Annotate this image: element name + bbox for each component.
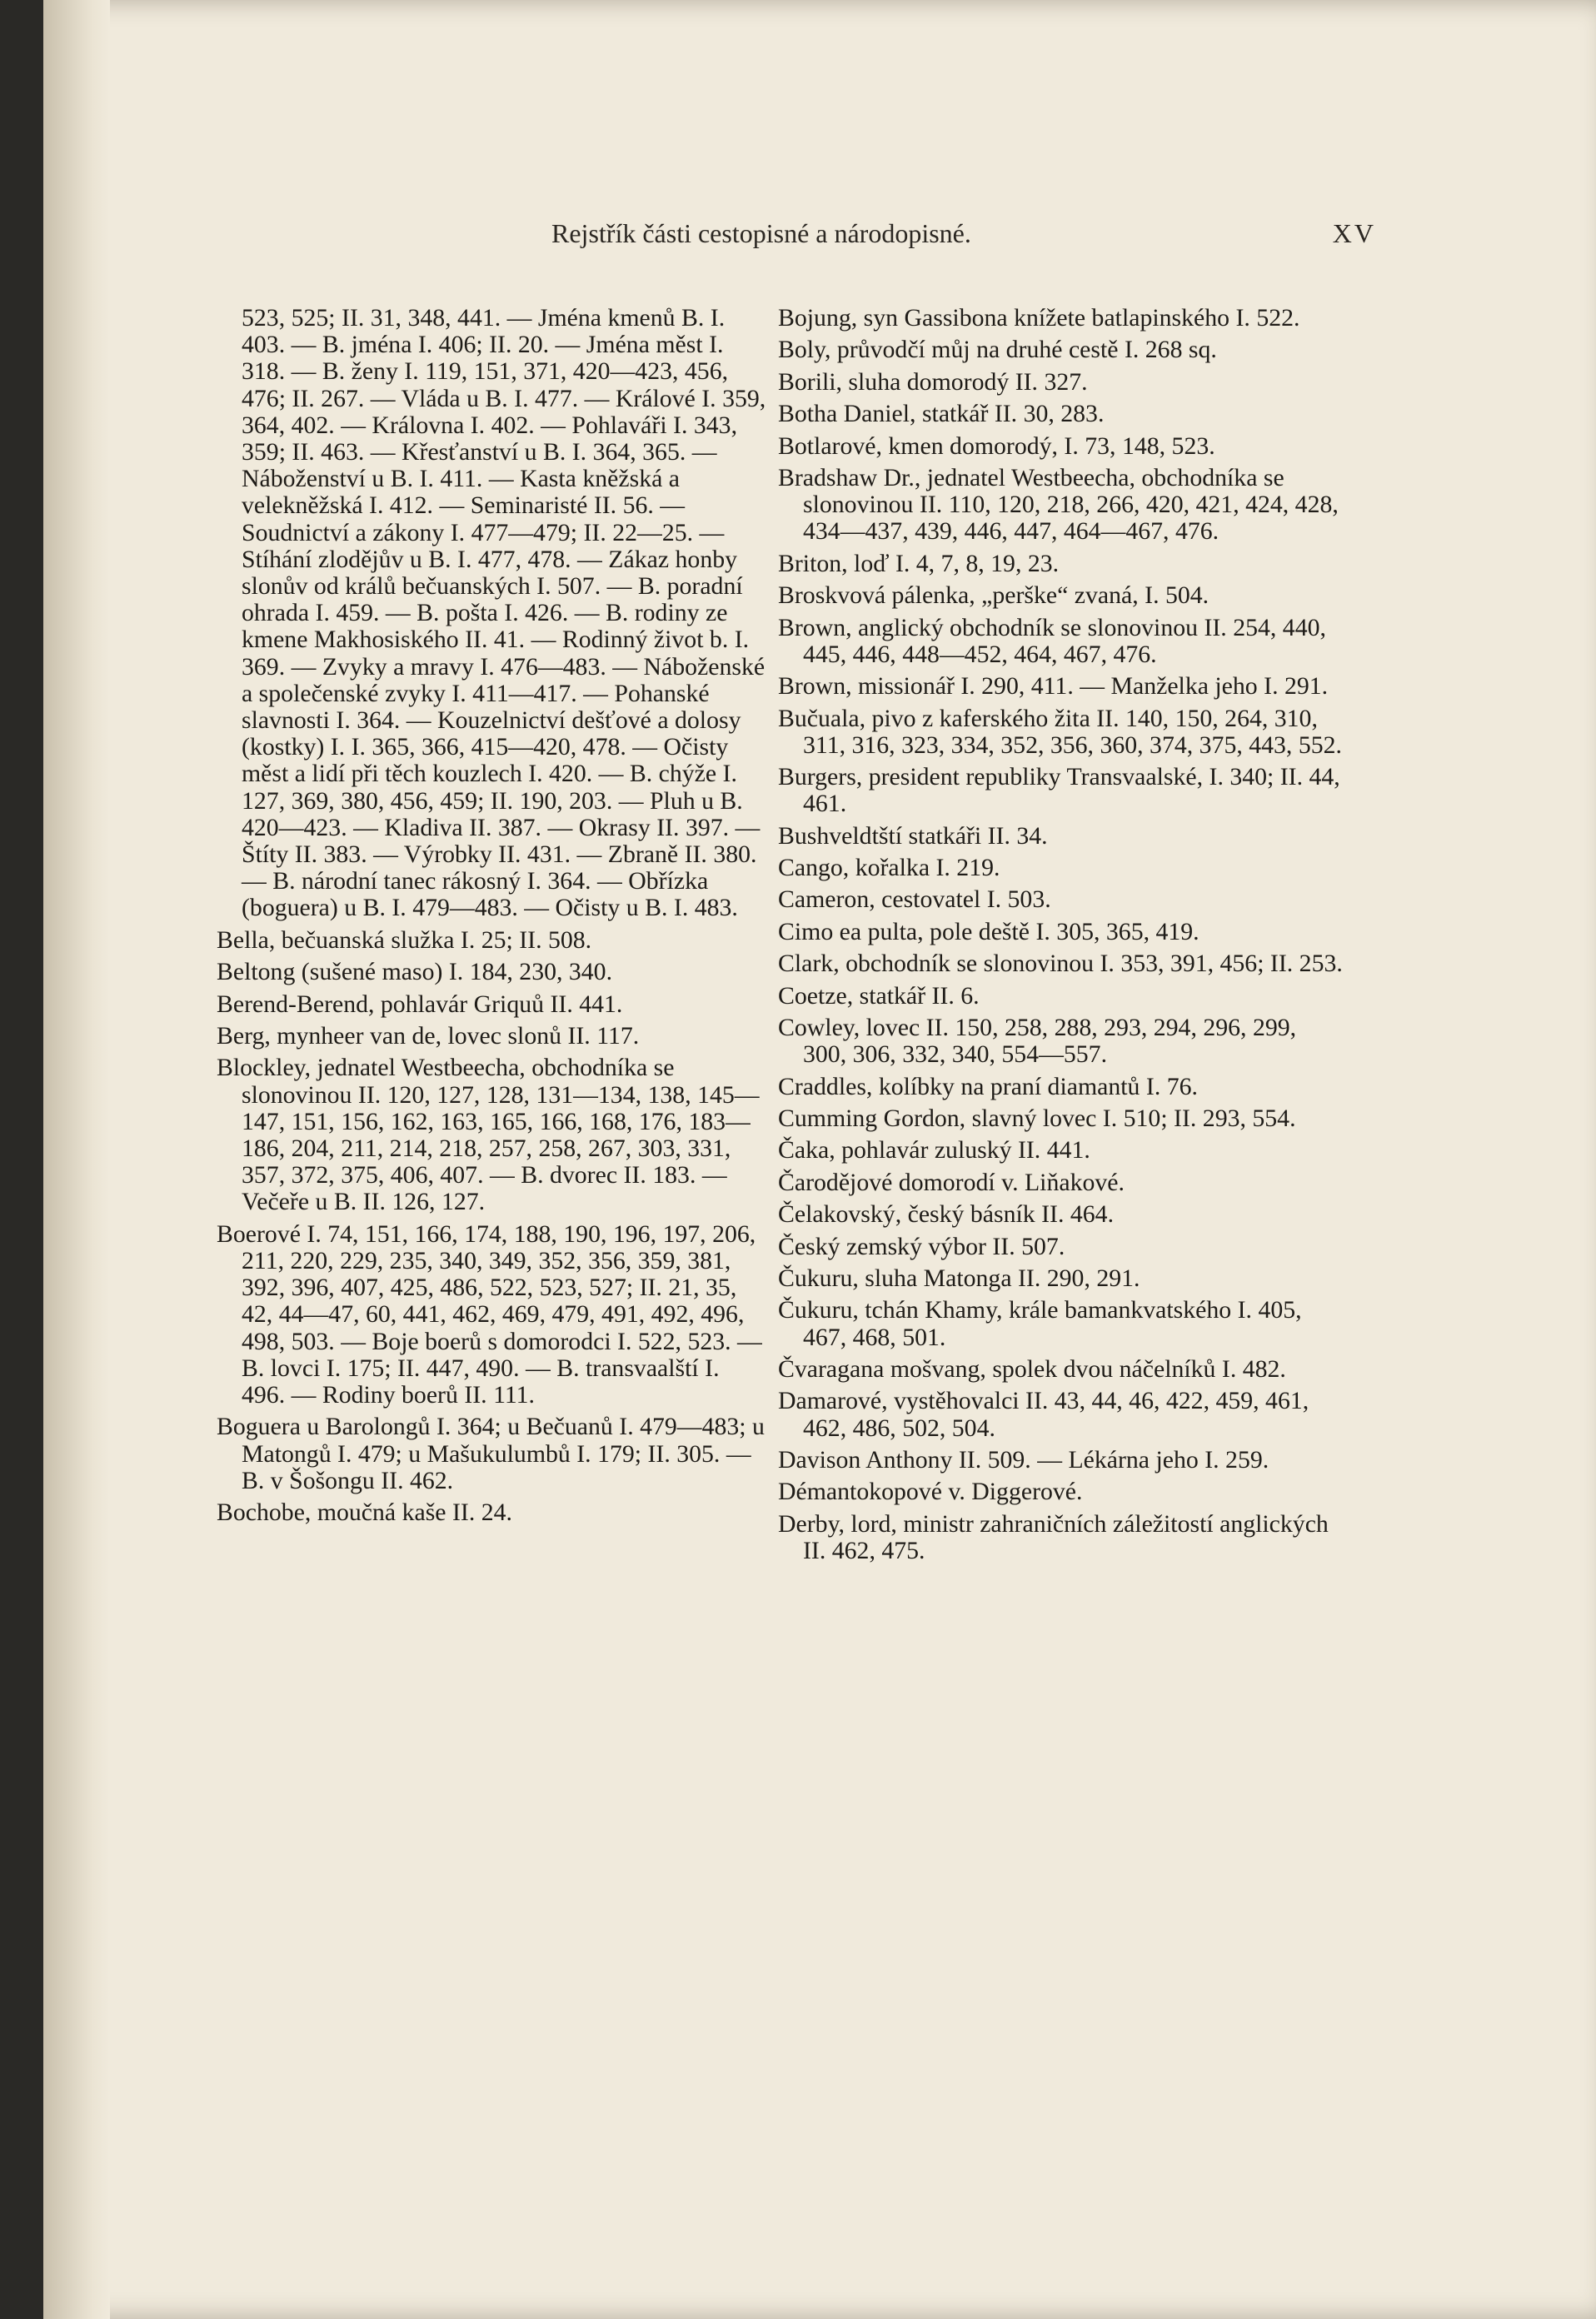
index-entry: Čukuru, tchán Khamy, krále bamankvatského I. 405, 467, 468, 501. <box>778 1296 1302 1351</box>
index-entry: Bella, bečuanská služka I. 25; II. 508. <box>217 925 592 954</box>
index-entry: Čarodějové domorodí v. Liňakové. <box>778 1168 1125 1196</box>
index-entry: Český zemský výbor II. 507. <box>778 1232 1065 1260</box>
index-entry: Botlarové, kmen domorodý, I. 73, 148, 523. <box>778 431 1215 460</box>
page-number: XV <box>1332 218 1376 248</box>
index-entry: Boerové I. 74, 151, 166, 174, 188, 190, 196, 197, 206, 211, 220, 229, 235, 340, 349, 352, 356, 359, 381, 392, 396, 407, 425, 486, 522, 523, 527; II. 21, 35, 42, 44—47, 60, 441, 462, 469, 479, 491, 492, 496, 498, 503. — Boje boerů s domorodci I. 522, 523. — B. lovci I. 175; II. 447, 490. — B. transvaalští I. 496. — Rodiny boerů II. 111. <box>217 1219 762 1409</box>
index-entry: Boly, průvodčí můj na druhé cestě I. 268 sq. <box>778 336 1217 364</box>
index-entry: Bučuala, pivo z kaferského žita II. 140, 150, 264, 310, 311, 316, 323, 334, 352, 356, 360, 374, 375, 443, 552. <box>778 704 1342 759</box>
index-entry: Bojung, syn Gassibona knížete batlapinského I. 522. <box>778 304 1300 332</box>
index-entry: Čelakovský, český básník II. 464. <box>778 1200 1115 1229</box>
index-entry: Blockley, jednatel Westbeecha, obchodníka se slonovinou II. 120, 127, 128, 131—134, 138, 145—147, 151, 156, 162, 163, 165, 166, 168, 176, 183—186, 204, 211, 214, 218, 257, 258, 267, 303, 331, 357, 372, 375, 406, 407. — B. dvorec II. 183. — Večeře u B. II. 126, 127. <box>217 1054 760 1216</box>
index-entry: Davison Anthony II. 509. — Lékárna jeho I. 259. <box>778 1445 1269 1474</box>
index-entry: Cameron, cestovatel I. 503. <box>778 885 1051 914</box>
index-entry: Coetze, statkář II. 6. <box>778 981 980 1010</box>
index-entry: Cumming Gordon, slavný lovec I. 510; II. 293, 554. <box>778 1105 1296 1133</box>
index-entry: Botha Daniel, statkář II. 30, 283. <box>778 400 1105 428</box>
page-header <box>510 218 1376 255</box>
index-entry: Démantokopové v. Diggerové. <box>778 1478 1083 1506</box>
running-title: Rejstřík části cestopisné a národopisné. <box>551 218 971 248</box>
index-column-right <box>778 305 1344 1569</box>
index-entry: Beltong (sušené maso) I. 184, 230, 340. <box>217 958 613 986</box>
index-entry: Borili, sluha domorodý II. 327. <box>778 367 1088 396</box>
index-entry: Berend-Berend, pohlavár Griquů II. 441. <box>217 990 623 1018</box>
index-entry: Boguera u Barolongů I. 364; u Bečuanů I. 479—483; u Matongů I. 479; u Mašukulumbů I. 179; II. 305. — B. v Šošongu II. 462. <box>217 1413 765 1494</box>
index-entry: Brown, anglický obchodník se slonovinou II. 254, 440, 445, 446, 448—452, 464, 467, 476. <box>778 613 1326 668</box>
index-entry: Čaka, pohlavár zuluský II. 441. <box>778 1136 1090 1164</box>
index-entry: Damarové, vystěhovalci II. 43, 44, 46, 422, 459, 461, 462, 486, 502, 504. <box>778 1387 1309 1442</box>
index-entry: Brown, missionář I. 290, 411. — Manželka jeho I. 291. <box>778 672 1329 701</box>
index-entry: 523, 525; II. 31, 348, 441. — Jména kmenů B. I. 403. — B. jména I. 406; II. 20. — Jména měst I. 318. — B. ženy I. 119, 151, 371, 420—423, 456, 476; II. 267. — Vláda u B. I. 477. — Králové I. 359, 364, 402. — Královna I. 402. — Pohlaváři I. 343, 359; II. 463. — Křesťanství u B. I. 364, 365. — Náboženství u B. I. 411. — Kasta kněžská a velekněžská I. 412. — Seminaristé II. 56. — Soudnictví a zákony I. 477—479; II. 22—25. — Stíhání zlodějův u B. I. 477, 478. — Zákaz honby slonův od králů bečuanských I. 507. — B. poradní ohrada I. 459. — B. pošta I. 426. — B. rodiny ze kmene Makhosiského II. 41. — Rodinný život b. I. 369. — Zvyky a mravy I. 476—483. — Náboženské a společenské zvyky I. 411—417. — Pohanské slavnosti I. 364. — Kouzelnictví dešťové a dolosy (kostky) I. I. 365, 366, 415—420, 478. — Očisty měst a lidí při těch kouzlech I. 420. — B. chýže I. 127, 369, 380, 456, 459; II. 190, 203. — Pluh u B. 420—423. — Kladiva II. 387. — Okrasy II. 397. — Štíty II. 383. — Výrobky II. 431. — Zbraně II. 380. — B. národní tanec rákosný I. 364. — Obřízka (boguera) u B. I. 479—483. — Očisty u B. I. 483. <box>242 304 766 922</box>
index-entry: Čukuru, sluha Matonga II. 290, 291. <box>778 1264 1140 1292</box>
index-entry: Berg, mynheer van de, lovec slonů II. 117. <box>217 1022 640 1050</box>
book-page <box>43 0 1596 2319</box>
page-gutter <box>43 0 110 2319</box>
index-entry: Derby, lord, ministr zahraničních záležitostí anglických II. 462, 475. <box>778 1509 1329 1564</box>
index-entry: Bochobe, moučná kaše II. 24. <box>217 1499 512 1527</box>
index-entry: Bradshaw Dr., jednatel Westbeecha, obchodníka se slonovinou II. 110, 120, 218, 266, 420, 421, 424, 428, 434—437, 439, 446, 447, 464—467, 476. <box>778 463 1339 546</box>
index-entry: Burgers, president republiky Transvaalské, I. 340; II. 44, 461. <box>778 763 1340 818</box>
index-column-left <box>217 305 766 1532</box>
index-entry: Craddles, kolíbky na praní diamantů I. 76. <box>778 1072 1198 1100</box>
index-entry: Čvaragana mošvang, spolek dvou náčelníků I. 482. <box>778 1354 1286 1383</box>
index-entry: Broskvová pálenka, „perške“ zvaná, I. 504. <box>778 581 1209 610</box>
index-entry: Cimo ea pulta, pole deště I. 305, 365, 419. <box>778 917 1199 945</box>
index-entry: Cowley, lovec II. 150, 258, 288, 293, 294, 296, 299, 300, 306, 332, 340, 554—557. <box>778 1014 1297 1069</box>
index-entry: Bushveldtští statkáři II. 34. <box>778 821 1048 850</box>
index-entry: Clark, obchodník se slonovinou I. 353, 391, 456; II. 253. <box>778 950 1343 978</box>
index-entry: Cango, kořalka I. 219. <box>778 854 1000 882</box>
index-entry: Briton, loď I. 4, 7, 8, 19, 23. <box>778 549 1060 577</box>
